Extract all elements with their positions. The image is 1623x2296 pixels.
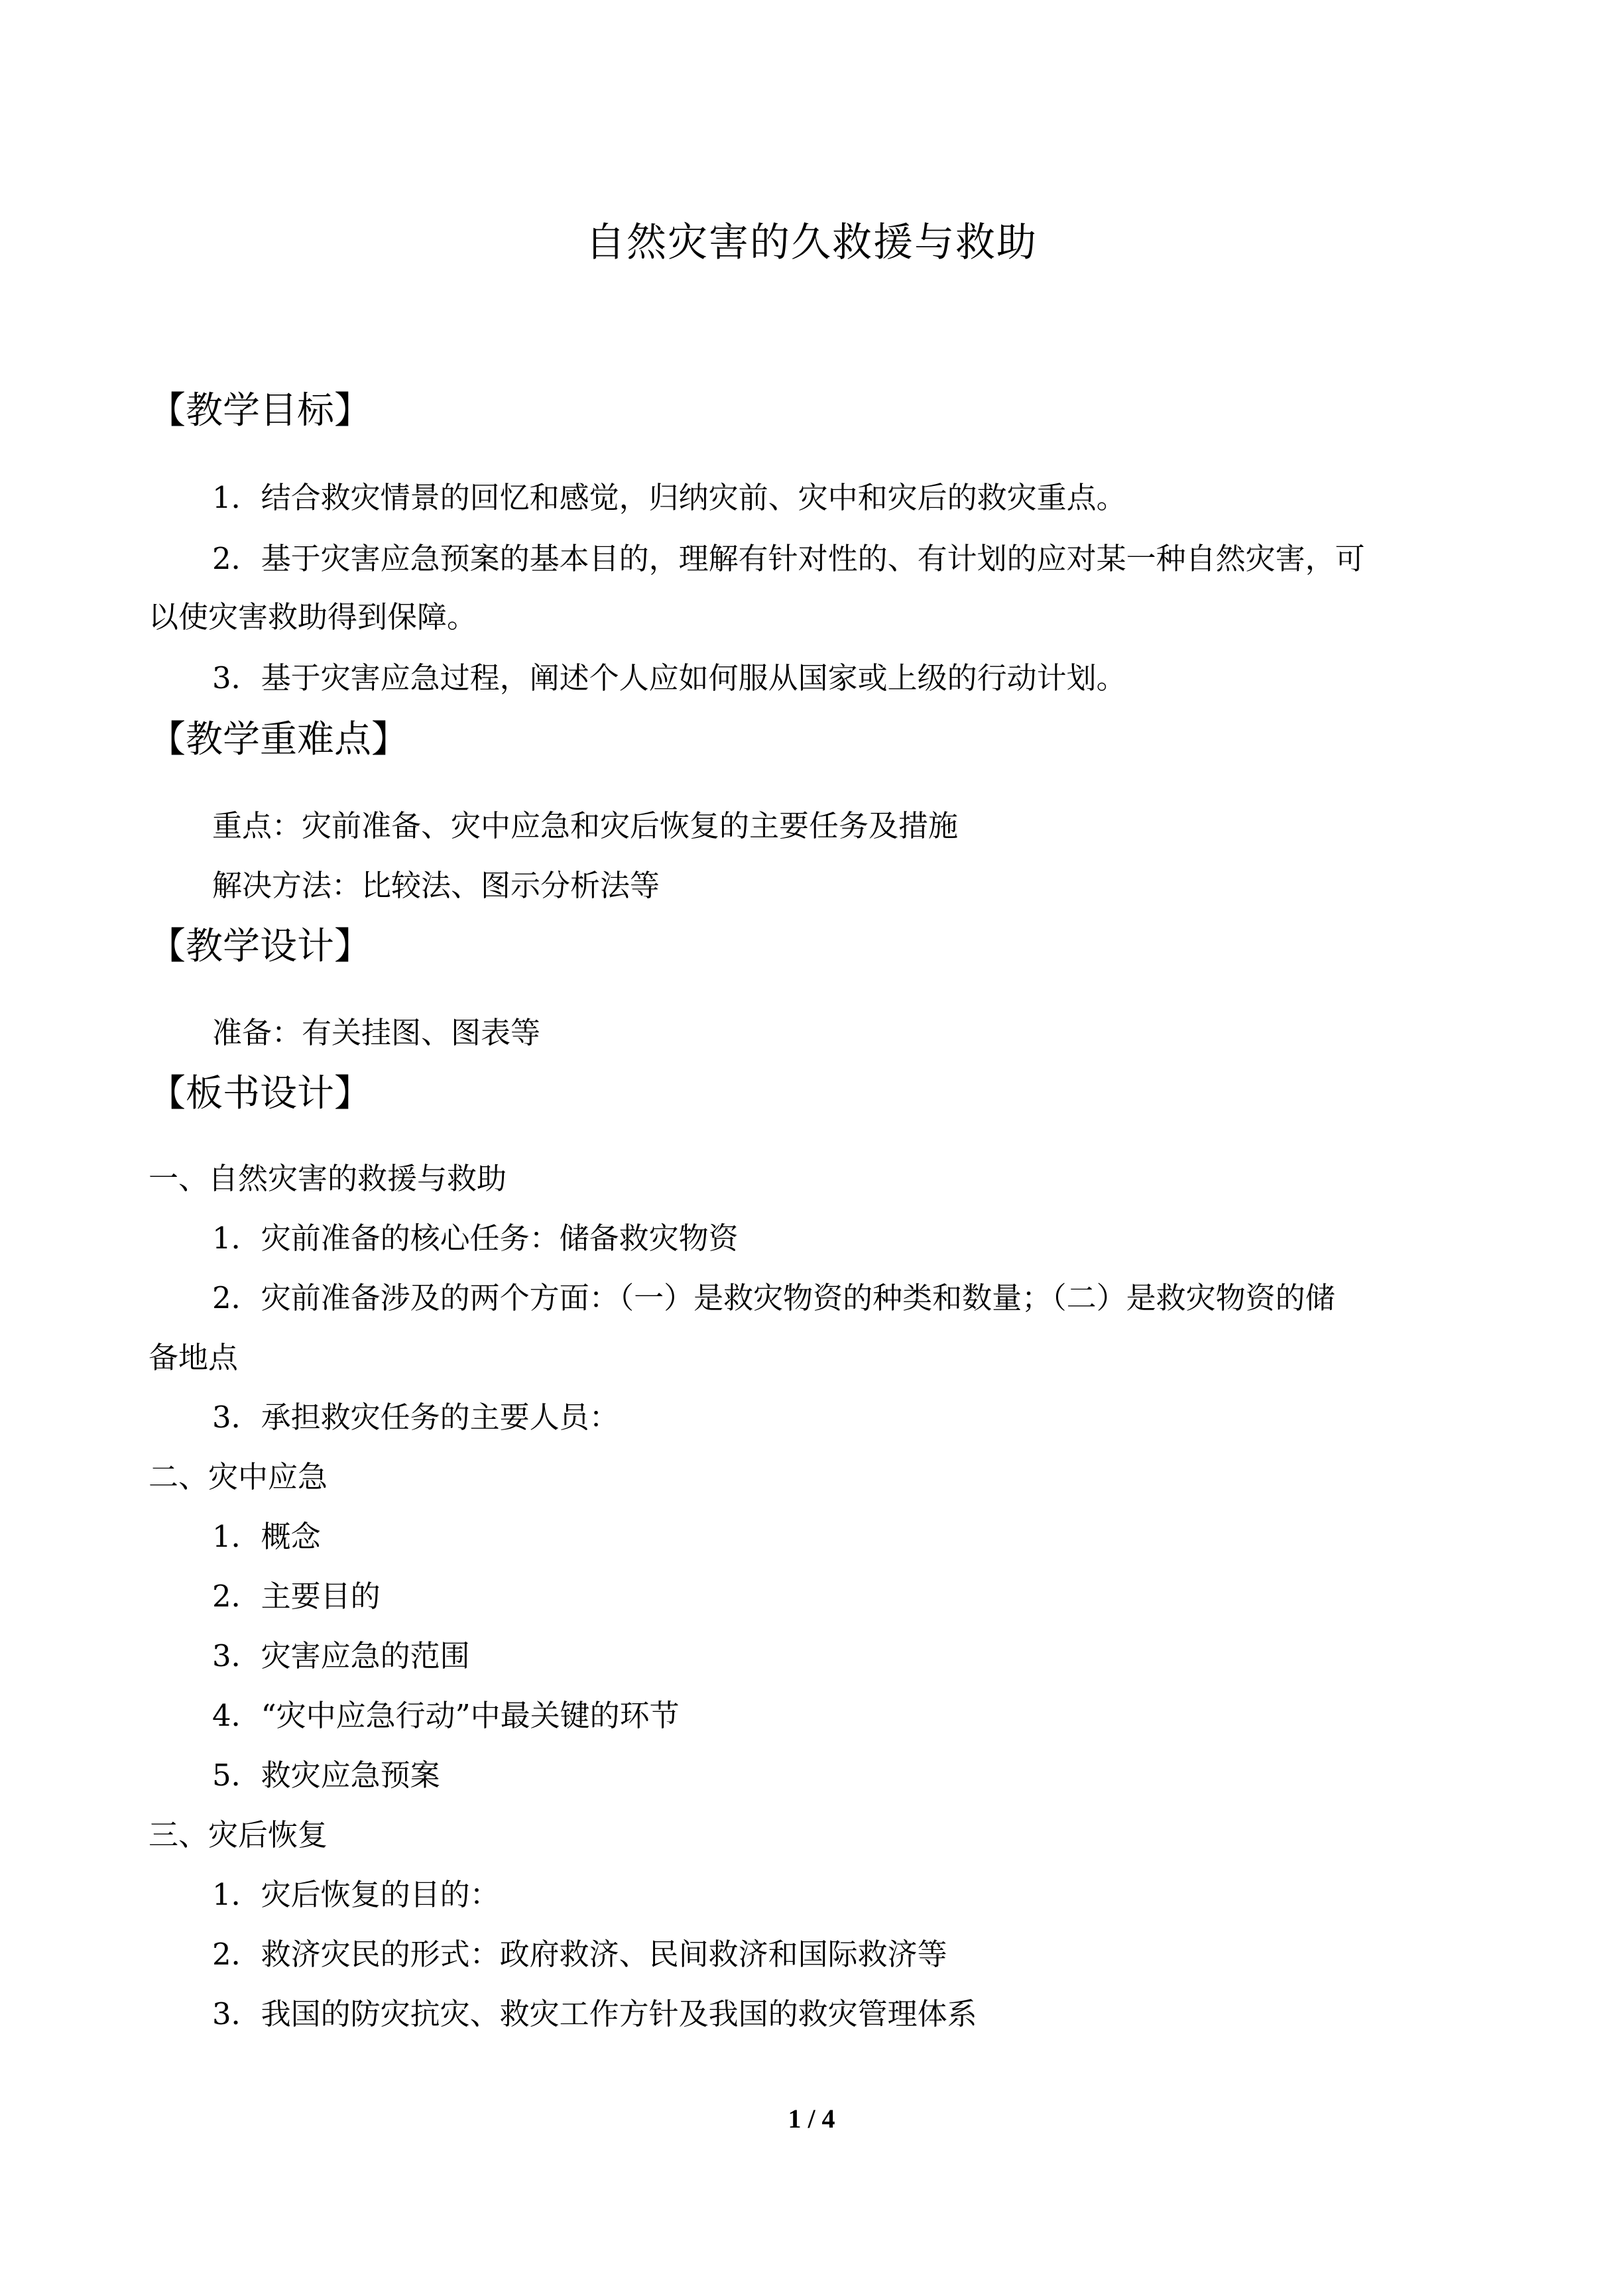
section-heading-board: 【板书设计】 bbox=[149, 1072, 371, 1115]
board-item: 5．救灾应急预案 bbox=[212, 1758, 440, 1793]
page-number: 1 / 4 bbox=[788, 2104, 835, 2134]
board-item: 2．灾前准备涉及的两个方面：（一）是救灾物资的种类和数量；（二）是救灾物资的储 bbox=[212, 1280, 1335, 1315]
key-point-item-2: 解决方法：比较法、图示分析法等 bbox=[212, 868, 660, 903]
board-item: 2．救济灾民的形式：政府救济、民间救济和国际救济等 bbox=[212, 1937, 947, 1972]
board-item: 1．灾前准备的核心任务：储备救灾物资 bbox=[212, 1221, 739, 1256]
objective-item-2-cont: 以使灾害救助得到保障。 bbox=[149, 599, 477, 634]
board-item: 2．主要目的 bbox=[212, 1579, 381, 1614]
objective-item-2: 2．基于灾害应急预案的基本目的，理解有针对性的、有计划的应对某一种自然灾害，可 bbox=[212, 541, 1365, 576]
objective-item-3: 3．基于灾害应急过程，阐述个人应如何服从国家或上级的行动计划。 bbox=[212, 660, 1126, 695]
section-heading-key-points: 【教学重难点】 bbox=[149, 718, 408, 761]
board-item: 一、自然灾害的救援与救助 bbox=[149, 1161, 507, 1196]
board-item: 3．承担救灾任务的主要人员： bbox=[212, 1400, 619, 1435]
section-heading-design: 【教学设计】 bbox=[149, 925, 371, 968]
board-item: 1．概念 bbox=[212, 1519, 321, 1554]
board-item: 3．灾害应急的范围 bbox=[212, 1638, 470, 1673]
board-item: 备地点 bbox=[149, 1340, 239, 1375]
board-item: 二、灾中应急 bbox=[149, 1459, 328, 1494]
board-item: 3．我国的防灾抗灾、救灾工作方针及我国的救灾管理体系 bbox=[212, 1996, 977, 2031]
page-title: 自然灾害的久救援与救助 bbox=[585, 219, 1038, 266]
board-item: 1．灾后恢复的目的： bbox=[212, 1877, 500, 1912]
key-point-item-1: 重点：灾前准备、灾中应急和灾后恢复的主要任务及措施 bbox=[212, 808, 959, 843]
section-heading-objectives: 【教学目标】 bbox=[149, 389, 371, 432]
objective-item-1: 1．结合救灾情景的回忆和感觉，归纳灾前、灾中和灾后的救灾重点。 bbox=[212, 480, 1126, 515]
board-item: 4．“灾中应急行动”中最关键的环节 bbox=[212, 1698, 680, 1733]
board-item: 三、灾后恢复 bbox=[149, 1817, 328, 1852]
design-item-1: 准备：有关挂图、图表等 bbox=[212, 1015, 541, 1050]
